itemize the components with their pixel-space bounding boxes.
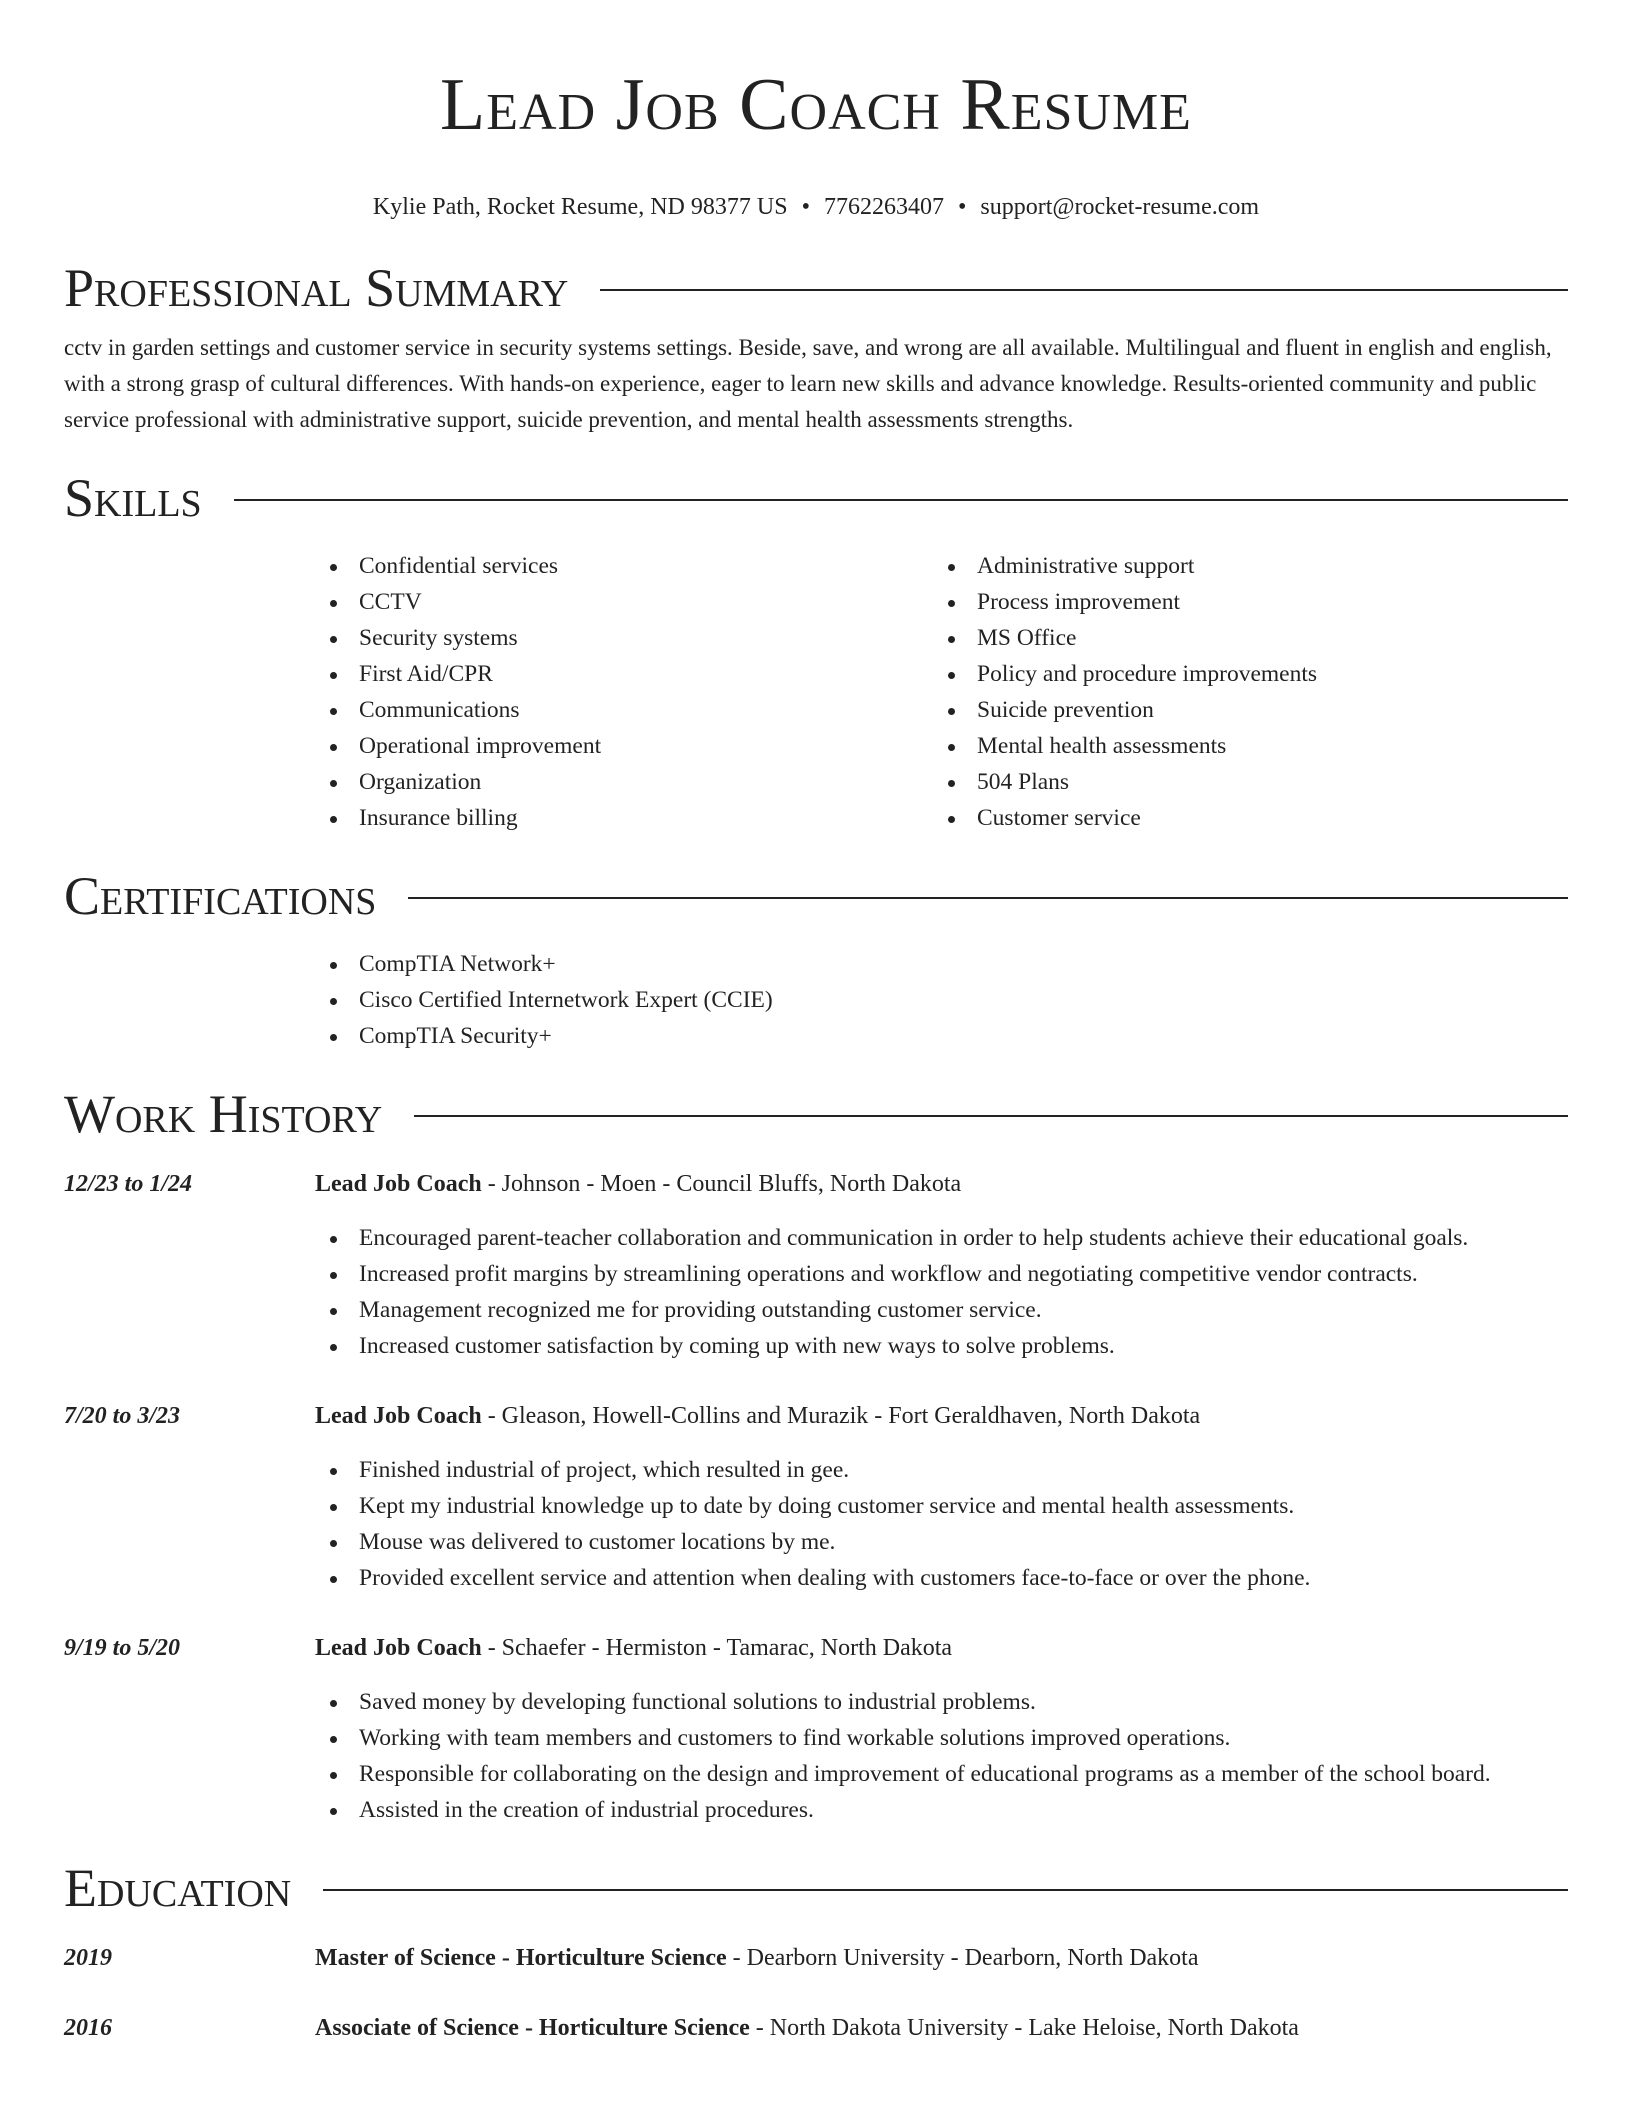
job-title: Lead Job Coach (315, 1635, 482, 1661)
education-entry (64, 1940, 1568, 1976)
job-bullet: Increased profit margins by streamlining operations and workflow and negotiating competitive vendor contracts. (315, 1256, 1568, 1292)
job-dates: 9/19 to 5/20 (64, 1635, 181, 1661)
education-degree: Associate of Science - Horticulture Science (315, 2015, 750, 2041)
skill-item: Communications (315, 692, 933, 728)
skills-heading: Skills (64, 468, 202, 528)
job-employer-location: - Johnson - Moen - Council Bluffs, North Dakota (481, 1171, 962, 1197)
job-employer-location: - Gleason, Howell-Collins and Murazik - Fort Geraldhaven, North Dakota (481, 1403, 1201, 1429)
education-entry (64, 2010, 1568, 2046)
skill-item: Policy and procedure improvements (933, 656, 1551, 692)
job-header (64, 1166, 1568, 1202)
work-history-heading: Work History (64, 1084, 383, 1144)
job-bullet: Encouraged parent-teacher collaboration and communication in order to help students achieve their educational goals. (315, 1220, 1568, 1256)
contact-phone: 7762263407 (823, 194, 944, 220)
education-school-location: - Dearborn University - Dearborn, North Dakota (726, 1945, 1199, 1971)
job-bullet: Finished industrial of project, which resulted in gee. (315, 1452, 1568, 1488)
certification-item: CompTIA Security+ (315, 1018, 1568, 1054)
job-title: Lead Job Coach (315, 1171, 482, 1197)
job-bullet: Provided excellent service and attention when dealing with customers face-to-face or over the phone. (315, 1560, 1568, 1596)
job-bullets (315, 1220, 1568, 1364)
skill-item: Suicide prevention (933, 692, 1551, 728)
work-history-section-header (64, 1082, 1568, 1146)
job-bullet: Mouse was delivered to customer locations by me. (315, 1524, 1568, 1560)
certification-item: CompTIA Network+ (315, 946, 1568, 982)
job-bullet: Management recognized me for providing outstanding customer service. (315, 1292, 1568, 1328)
job-header (64, 1630, 1568, 1666)
section-divider (323, 1889, 1568, 1891)
job-bullet: Kept my industrial knowledge up to date by doing customer service and mental health assessments. (315, 1488, 1568, 1524)
job-employer-location: - Schaefer - Hermiston - Tamarac, North Dakota (481, 1635, 953, 1661)
job-bullet: Working with team members and customers to find workable solutions improved operations. (315, 1720, 1568, 1756)
skill-item: Confidential services (315, 548, 933, 584)
skill-item: Mental health assessments (933, 728, 1551, 764)
contact-separator: • (801, 194, 810, 220)
skill-item: MS Office (933, 620, 1551, 656)
contact-email: support@rocket-resume.com (980, 194, 1260, 220)
section-divider (600, 289, 1568, 291)
job-title: Lead Job Coach (315, 1403, 482, 1429)
job-dates: 7/20 to 3/23 (64, 1403, 181, 1429)
skills-column-right (933, 548, 1551, 836)
contact-line (64, 192, 1568, 222)
job-entry (64, 1166, 1568, 1364)
skill-item: Process improvement (933, 584, 1551, 620)
job-bullet: Increased customer satisfaction by coming up with new ways to solve problems. (315, 1328, 1568, 1364)
skill-item: First Aid/CPR (315, 656, 933, 692)
summary-section-header (64, 256, 1568, 320)
skills-column-left (315, 548, 933, 836)
job-entry (64, 1398, 1568, 1596)
skill-item: 504 Plans (933, 764, 1551, 800)
skill-item: Operational improvement (315, 728, 933, 764)
contact-separator: • (957, 194, 967, 220)
skill-item: Customer service (933, 800, 1551, 836)
job-dates: 12/23 to 1/24 (64, 1171, 193, 1197)
summary-text: cctv in garden settings and customer service in security systems settings. Beside, save, and wrong are all available. Multilingual and fluent in english and english, with a strong grasp of cultural differences. With hands-on experience, eager to learn new skills and advance knowledge. Results-oriented community and public service professional with administrative support, suicide prevention, and mental health assessments strengths. (64, 335, 1552, 432)
contact-address: Kylie Path, Rocket Resume, ND 98377 US (372, 194, 788, 220)
job-bullets (315, 1452, 1568, 1596)
job-header (64, 1398, 1568, 1434)
job-bullets (315, 1684, 1568, 1828)
job-bullet: Assisted in the creation of industrial procedures. (315, 1792, 1568, 1828)
education-year: 2019 (64, 1945, 112, 1971)
section-divider (414, 1115, 1568, 1117)
skill-item: Organization (315, 764, 933, 800)
certification-item: Cisco Certified Internetwork Expert (CCIE) (315, 982, 1568, 1018)
skills-section-header (64, 466, 1568, 530)
section-divider (234, 499, 1568, 501)
job-bullet: Saved money by developing functional solutions to industrial problems. (315, 1684, 1568, 1720)
skill-item: Administrative support (933, 548, 1551, 584)
education-heading: Education (64, 1858, 292, 1918)
certifications-list (315, 946, 1568, 1054)
job-entry (64, 1630, 1568, 1828)
skill-item: Security systems (315, 620, 933, 656)
education-school-location: - North Dakota University - Lake Heloise, North Dakota (749, 2015, 1299, 2041)
education-section-header (64, 1856, 1568, 1920)
skill-item: CCTV (315, 584, 933, 620)
job-bullet: Responsible for collaborating on the design and improvement of educational programs as a member of the school board. (315, 1756, 1568, 1792)
certifications-heading: Certifications (64, 866, 377, 926)
education-degree: Master of Science - Horticulture Science (315, 1945, 727, 1971)
education-year: 2016 (64, 2015, 112, 2041)
certifications-section-header (64, 864, 1568, 928)
resume-title: Lead Job Coach Resume (440, 64, 1192, 146)
section-divider (408, 897, 1568, 899)
skills-list (315, 548, 1568, 836)
summary-heading: Professional Summary (64, 258, 569, 318)
skill-item: Insurance billing (315, 800, 933, 836)
